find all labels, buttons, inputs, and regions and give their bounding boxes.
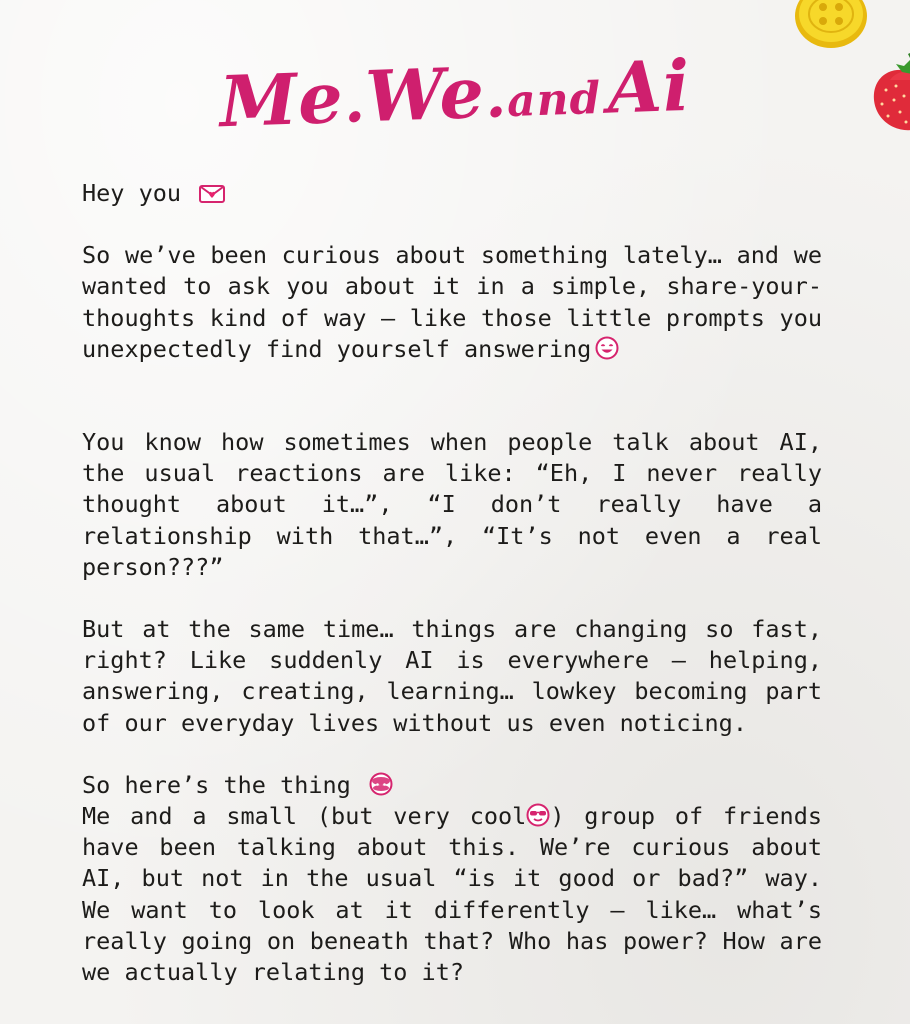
paragraph-4: Me and a small (but very cool ) group of friends have been talking about this. We’re curious about AI, but not in the usual “is it good or bad?” way. We want to look at it differently – like… what’s really going on beneath that? Who has power? How are we actually relating to it? — [82, 802, 822, 987]
greeting-line — [82, 178, 822, 209]
smiling-face-icon — [595, 336, 619, 360]
page-title: Me.We.and Ai — [218, 43, 692, 144]
greeting-text: Hey you — [82, 179, 182, 207]
paragraph-3: But at the same time… things are changing so fast, right? Like suddenly AI is everywhere – helping, answering, creating, learning… lowkey becoming part of our everyday lives without us even noticing. — [82, 615, 822, 737]
title-word-me: Me — [218, 55, 346, 144]
title-word-ai: Ai — [606, 43, 692, 130]
love-letter-icon — [199, 184, 225, 204]
paragraph-1: So we’ve been curious about something lately… and we wanted to ask you about it in a simple, share-your-thoughts kind of way – like those little prompts you unexpectedly find yourself answering — [82, 241, 822, 363]
paragraph-2: You know how sometimes when people talk about AI, the usual reactions are like: “Eh, I never really thought about it…”, “I don’t really have a relationship with that…”, “It’s not even a real person???” — [82, 428, 822, 581]
title-word-and: and — [506, 72, 603, 128]
title-word-we: We — [364, 50, 487, 139]
face-in-clouds-icon — [369, 772, 393, 796]
paragraph-4-intro: So here’s the thing — [82, 770, 822, 801]
letter-body — [82, 178, 822, 988]
sunglasses-face-icon — [526, 803, 550, 827]
